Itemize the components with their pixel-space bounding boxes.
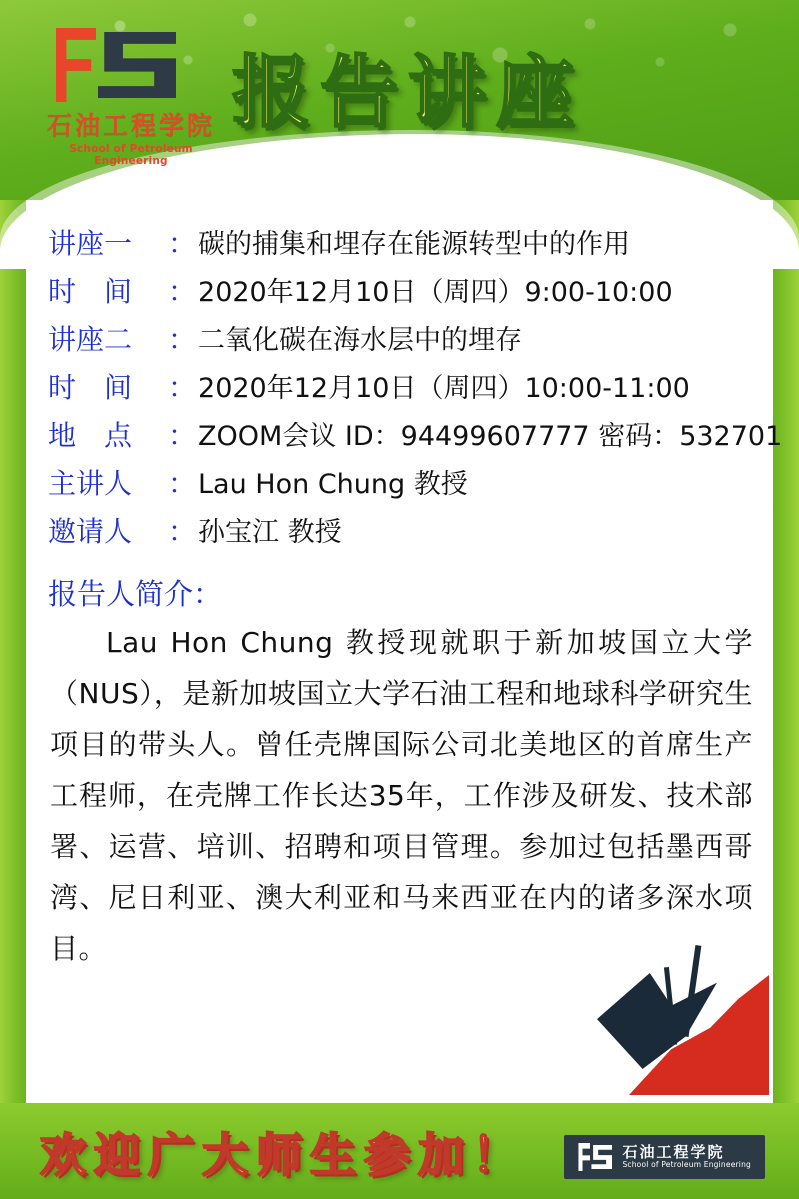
info-colon: ： [168,467,197,500]
bio-paragraph: Lau Hon Chung 教授现就职于新加坡国立大学（NUS），是新加坡国立大学石油工程和地球科学研究生项目的带头人。曾任壳牌国际公司北美地区的首席生产工程师，在壳牌工作长达35年，工作涉及研发、技术部署、运营、培训、招聘和项目管理。参加过包括墨西哥湾、尼日利亚、澳大利亚和马来西亚在内的诸多深水项目。 [50,626,753,965]
school-logo [36,28,226,167]
info-label: 讲座二 [48,323,133,356]
fs-monogram-icon [578,1143,612,1171]
footer-slogan: 欢迎广大师生参加！ [40,1128,526,1182]
school-name-en: School of Petroleum Engineering [69,143,193,167]
sculpture-decoration-icon [579,945,769,1095]
footer-school-name-cn: 石油工程学院 [622,1143,725,1162]
fs-monogram-icon [56,28,176,102]
info-label: 主讲人 [48,467,133,500]
logo-letter-f-shape [578,1143,590,1171]
info-row [48,268,755,316]
info-colon: ： [168,515,197,548]
poster-title: 报告讲座 [232,48,585,138]
info-colon: ： [168,323,197,356]
info-row [48,412,783,460]
info-value: 2020年12月10日（周四）10:00-11:00 [198,373,690,404]
info-label: 讲座一 [48,227,133,260]
info-value: Lau Hon Chung 教授 [198,469,468,500]
info-row [48,508,755,556]
footer-logo-text [622,1144,751,1170]
logo-letter-s-shape [591,1145,612,1169]
poster-header [0,0,799,200]
school-name-cn: 石油工程学院 [46,111,215,140]
info-row [48,460,755,508]
info-colon: ： [168,371,197,404]
logo-letter-f-shape [56,28,96,102]
info-value: 碳的捕集和埋存在能源转型中的作用 [198,229,631,260]
info-colon: ： [168,419,197,452]
info-row [48,364,755,412]
poster-footer [0,1103,799,1199]
info-value: 2020年12月10日（周四）9:00-10:00 [198,277,673,308]
info-row [48,316,755,364]
footer-logo [564,1135,765,1179]
info-colon: ： [168,227,197,260]
info-label: 邀请人 [48,515,133,548]
bio-heading: 报告人简介： [48,577,223,611]
info-row [48,220,755,268]
info-label: 时 间 [48,275,133,308]
info-value: 孙宝江 教授 [198,517,342,548]
info-colon: ： [168,275,197,308]
info-value: 二氧化碳在海水层中的埋存 [198,325,523,356]
footer-school-name-en: School of Petroleum Engineering [622,1160,751,1170]
info-list [26,200,783,556]
info-label: 时 间 [48,371,133,404]
logo-letter-s-shape [98,32,176,98]
info-value: ZOOM会议 ID：94499607777 密码：532701 [198,421,783,452]
info-label: 地 点 [48,419,133,452]
